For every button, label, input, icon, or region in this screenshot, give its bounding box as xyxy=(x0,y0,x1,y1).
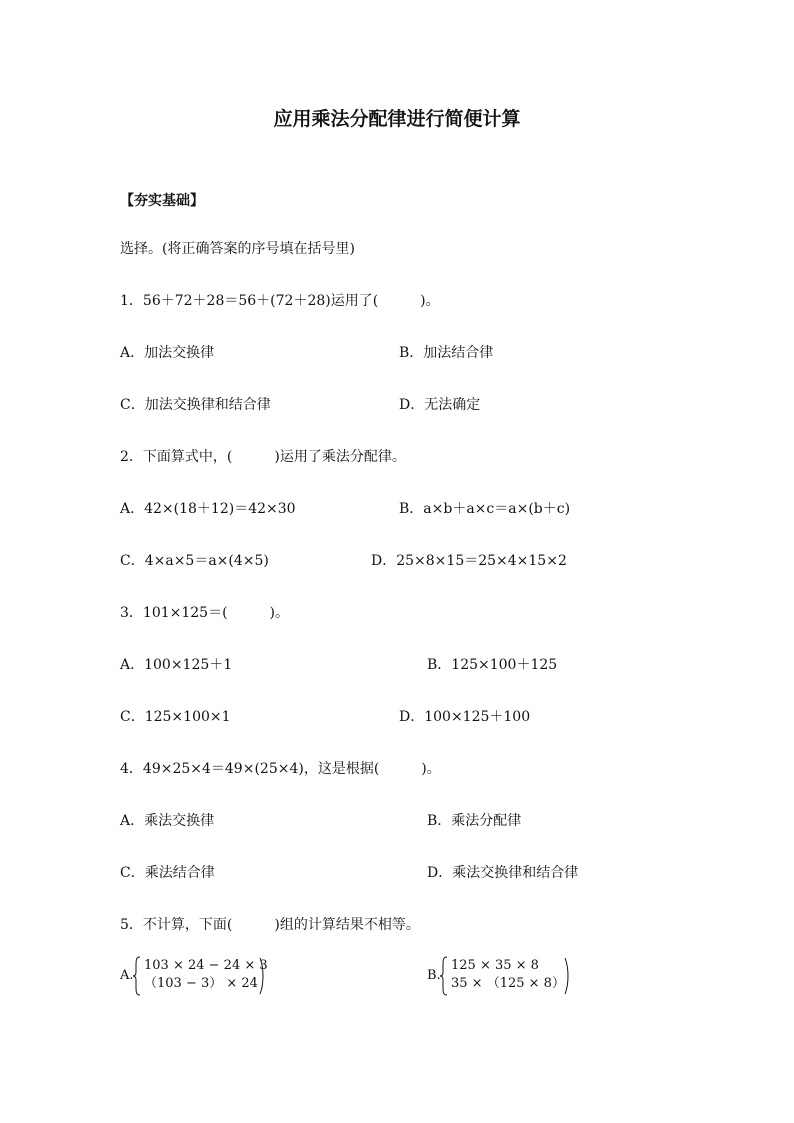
question-4-option-b: B．乘法分配律 xyxy=(427,813,522,829)
left-brace-icon xyxy=(439,956,449,996)
question-5-option-b-line1: 125 × 35 × 8 xyxy=(451,958,539,973)
question-3-option-c: C．125×100×1 xyxy=(120,709,231,725)
question-5-option-b xyxy=(427,956,577,996)
question-5-option-b-line2: 35 × （125 × 8） xyxy=(451,976,565,991)
question-4-stem: 4．49×25×4＝49×(25×4)，这是根据( )。 xyxy=(120,761,441,777)
question-3-stem: 3．101×125＝( )。 xyxy=(120,605,290,621)
question-5-option-a-label: A. xyxy=(120,968,134,983)
instruction: 选择。(将正确答案的序号填在括号里) xyxy=(120,241,355,257)
question-1-stem: 1．56＋72＋28＝56＋(72＋28)运用了( )。 xyxy=(120,293,440,309)
question-2-option-d: D．25×8×15＝25×4×15×2 xyxy=(371,553,567,569)
question-2-option-a: A．42×(18＋12)＝42×30 xyxy=(120,501,296,517)
question-2-option-c: C．4×a×5＝a×(4×5) xyxy=(120,553,269,569)
question-4-option-c: C．乘法结合律 xyxy=(120,865,215,881)
question-4-option-a: A．乘法交换律 xyxy=(120,813,215,829)
question-1-option-a: A．加法交换律 xyxy=(120,345,215,361)
question-3-option-d: D．100×125＋100 xyxy=(399,709,531,725)
question-3-option-b: B．125×100＋125 xyxy=(427,657,558,673)
right-paren-icon xyxy=(563,956,571,996)
question-5-option-a-line2: （103 − 3） × 24 xyxy=(144,976,258,991)
question-1-option-b: B．加法结合律 xyxy=(399,345,494,361)
section-heading: 【夯实基础】 xyxy=(120,193,204,209)
question-1-option-d: D．无法确定 xyxy=(399,397,481,413)
question-5-stem: 5．不计算，下面( )组的计算结果不相等。 xyxy=(120,917,420,933)
question-2-option-b: B．a×b＋a×c＝a×(b＋c) xyxy=(399,501,571,517)
question-4-option-d: D．乘法交换律和结合律 xyxy=(427,865,579,881)
question-1-option-c: C．加法交换律和结合律 xyxy=(120,397,271,413)
question-5-option-a-line1: 103 × 24 − 24 × 3 xyxy=(144,958,268,973)
question-3-option-a: A．100×125＋1 xyxy=(120,657,233,673)
question-2-stem: 2．下面算式中，( )运用了乘法分配律。 xyxy=(120,449,406,465)
left-brace-icon xyxy=(132,956,142,996)
question-5-option-a xyxy=(120,956,280,996)
question-5-option-b-label: B. xyxy=(427,968,441,983)
page-title: 应用乘法分配律进行简便计算 xyxy=(273,108,521,130)
right-paren-icon xyxy=(258,956,266,996)
